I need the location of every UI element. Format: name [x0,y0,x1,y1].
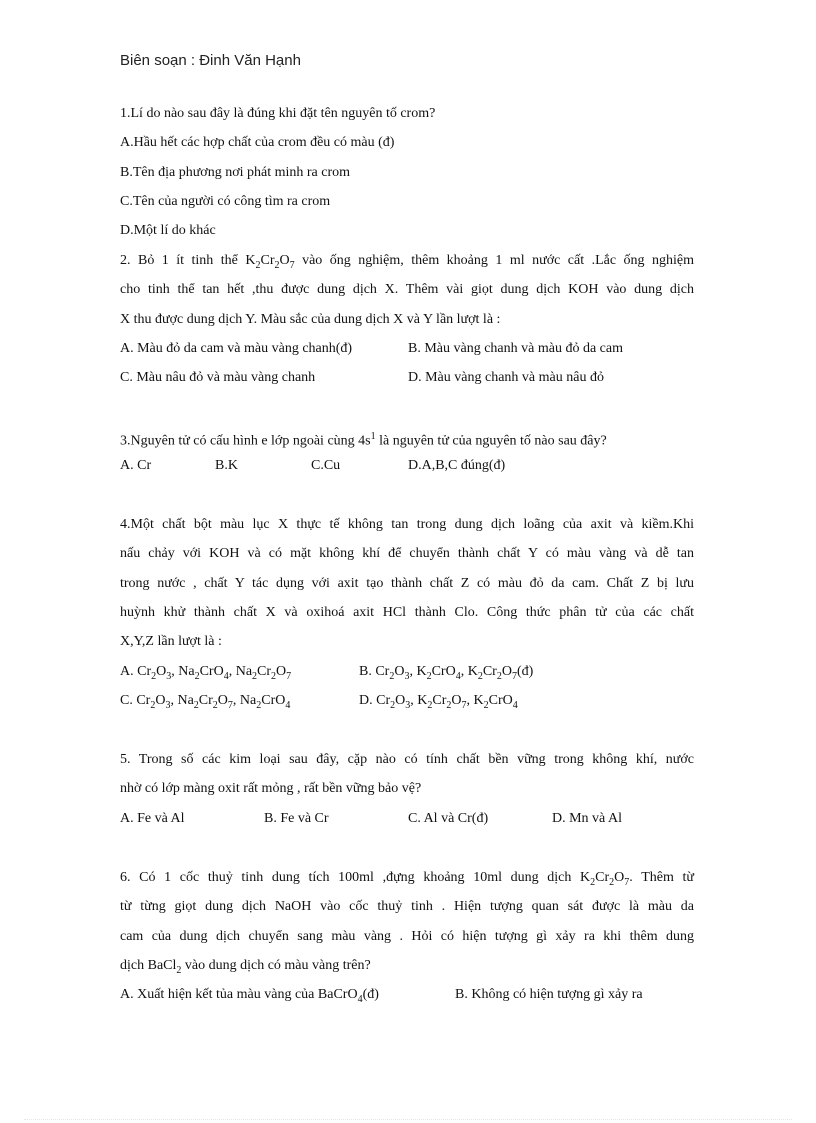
q3-option-a: A. Cr [120,458,152,473]
formula-bacl2: BaCl$_2$ [147,958,182,976]
page-bottom-rule [24,1119,792,1120]
subscript: 4 [223,670,229,682]
q2-option-a: A. Màu đỏ da cam và màu vàng chanh(đ) [120,341,353,356]
q5-option-c: C. Al và Cr(đ) [408,811,489,826]
q2-stem-line-2: cho tinh thể tan hết ,thu được dung dịch X. Thêm vài giọt dung dịch KOH vào dung dịch [120,282,694,297]
subscript: 2 [590,876,596,888]
subscript: 7 [289,259,295,271]
q6-option-a: A. Xuất hiện kết tủa màu vàng của BaCrO$_4$(đ) [120,987,379,1005]
q4-stem-line-4: huỳnh khử thành chất X và oxihoá axit HCl thành Clo. Công thức phân tử của các chất [120,605,694,620]
subscript: 2 [256,699,262,711]
q4-option-b: B. $Cr_2O_3$, $K_2CrO_4$, $K_2Cr_2O_7(đ)$ [359,664,534,682]
subscript: 7 [227,699,233,711]
q3-option-d: D.A,B,C đúng(đ) [408,458,506,473]
subscript: 2 [150,699,156,711]
q2-stem-line-3: X thu được dung dịch Y. Màu sắc của dung dịch X và Y lần lượt là : [120,312,501,327]
q2-option-c: C. Màu nâu đỏ và màu vàng chanh [120,370,316,385]
subscript: 2 [483,699,489,711]
subscript: 2 [390,699,396,711]
q4-option-c: C. $Cr_2O_3$, $Na_2Cr_2O_7$, $Na_2CrO_4$ [120,693,291,711]
q4-option-a: A. $Cr_2O_3$, $Na_2CrO_4$, $Na_2Cr_2O_7$ [120,664,292,682]
q5-stem-line-2: nhờ có lớp màng oxit rất mỏng , rất bền vững bảo vệ? [120,781,422,796]
q6-stem-line-2: từ từng giọt dung dịch NaOH vào cốc thuỷ tinh . Hiện tượng quan sát được là màu da [120,899,694,914]
formula-cr2o3: $Cr_2O_3$ [136,693,171,711]
author-line: Biên soạn : Đinh Văn Hạnh [120,52,301,69]
superscript: 1 [370,431,376,442]
q3-option-c: C.Cu [311,458,341,473]
subscript: 2 [194,670,200,682]
formula-k2cr2o7: $K_2Cr_2O_7$ [245,253,295,271]
q1-option-a: A.Hầu hết các hợp chất của crom đều có màu (đ) [120,135,395,150]
subscript: 4 [357,993,363,1005]
formula-cr2o3: $Cr_2O_3$ [376,693,411,711]
subscript: 2 [252,670,258,682]
q4-stem-line-5: X,Y,Z lần lượt là : [120,634,222,649]
formula-k2cr2o7: $K_2Cr_2O_7$ [467,664,517,682]
q1-option-c: C.Tên của người có công tìm ra crom [120,194,331,209]
q6-stem-line-1: 6. Có 1 cốc thuỷ tinh dung tích 100ml ,đựng khoảng 10ml dung dịch $K_2Cr_2O_7$. Thêm từ [120,870,694,888]
formula-na2cr2o7: $Na_2Cr_2O_7$ [235,664,292,682]
q1-stem: 1.Lí do nào sau đây là đúng khi đặt tên nguyên tố crom? [120,106,436,121]
formula-cr2o3: $Cr_2O_3$ [375,664,410,682]
subscript: 2 [427,699,433,711]
subscript: 2 [151,670,157,682]
subscript: 4 [285,699,291,711]
formula-k2cro4: $K_2CrO_4$ [473,693,518,711]
subscript: 2 [446,699,452,711]
formula-k2cro4: $K_2CrO_4$ [416,664,461,682]
q2-option-d: D. Màu vàng chanh và màu nâu đỏ [408,370,604,385]
formula-k2cr2o7: $K_2Cr_2O_7$ [417,693,467,711]
q5-option-b: B. Fe và Cr [264,811,329,826]
q4-stem-line-1: 4.Một chất bột màu lục X thực tế không tan trong dung dịch loãng của axit và kiềm.Khi [120,517,694,532]
q2-stem-line-1: 2. Bỏ 1 ít tinh thể $K_2Cr_2O_7$ vào ống nghiệm, thêm khoảng 1 ml nước cất .Lắc ống nghiệm [120,253,694,271]
subscript: 7 [624,876,630,888]
q4-stem-line-3: trong nước , chất Y tác dụng với axit tạo thành chất Z có màu đỏ da cam. Chất Z bị lưu [120,576,694,591]
q3-stem: 3.Nguyên tử có cấu hình e lớp ngoài cùng $4s^1$ là nguyên tử của nguyên tố nào sau đây? [120,431,607,449]
q5-option-d: D. Mn và Al [552,811,622,826]
formula-na2cro4: $Na_2CrO_4$ [239,693,291,711]
subscript: 2 [193,699,199,711]
formula-na2cro4: $Na_2CrO_4$ [178,664,229,682]
subscript: 2 [271,670,277,682]
formula-na2cr2o7: $Na_2Cr_2O_7$ [177,693,233,711]
q1-option-b: B.Tên địa phương nơi phát minh ra crom [120,165,351,180]
q3-option-b: B.K [215,458,238,473]
subscript: 3 [165,699,171,711]
subscript: 2 [477,670,483,682]
q4-option-d: D. $Cr_2O_3$, $K_2Cr_2O_7$, $K_2CrO_4$ [359,693,518,711]
subscript: 7 [511,670,517,682]
subscript: 7 [461,699,467,711]
subscript: 4 [512,699,518,711]
formula-cr2o3: $Cr_2O_3$ [137,664,172,682]
q6-option-b: B. Không có hiện tượng gì xảy ra [455,987,643,1002]
q5-option-a: A. Fe và Al [120,811,185,826]
subscript: 2 [609,876,615,888]
subscript: 7 [286,670,292,682]
subscript: 3 [166,670,172,682]
q1-option-d: D.Một lí do khác [120,223,216,238]
subscript: 2 [176,964,182,976]
subscript: 2 [389,670,395,682]
formula-bacro4: BaCrO$_4$ [317,987,363,1005]
subscript: 3 [404,670,410,682]
q5-stem-line-1: 5. Trong số các kim loại sau đây, cặp nào có tính chất bền vững trong không khí, nước [120,752,694,767]
subscript: 3 [405,699,411,711]
q6-stem-line-4: dịch BaCl$_2$ vào dung dịch có màu vàng trên? [120,958,371,976]
subscript: 4 [455,670,461,682]
subscript: 2 [255,259,261,271]
formula-k2cr2o7: $K_2Cr_2O_7$ [580,870,630,888]
q6-stem-line-3: cam của dung dịch chuyển sang màu vàng . Hỏi có hiện tượng gì xảy ra khi thêm dung [120,929,694,944]
q4-stem-line-2: nấu chảy với KOH và có mặt không khí để chuyển thành chất Y có màu vàng và dễ tan [120,546,694,561]
subscript: 2 [496,670,502,682]
subscript: 2 [426,670,432,682]
subscript: 2 [274,259,280,271]
subscript: 2 [212,699,218,711]
q2-option-b: B. Màu vàng chanh và màu đỏ da cam [408,341,623,356]
